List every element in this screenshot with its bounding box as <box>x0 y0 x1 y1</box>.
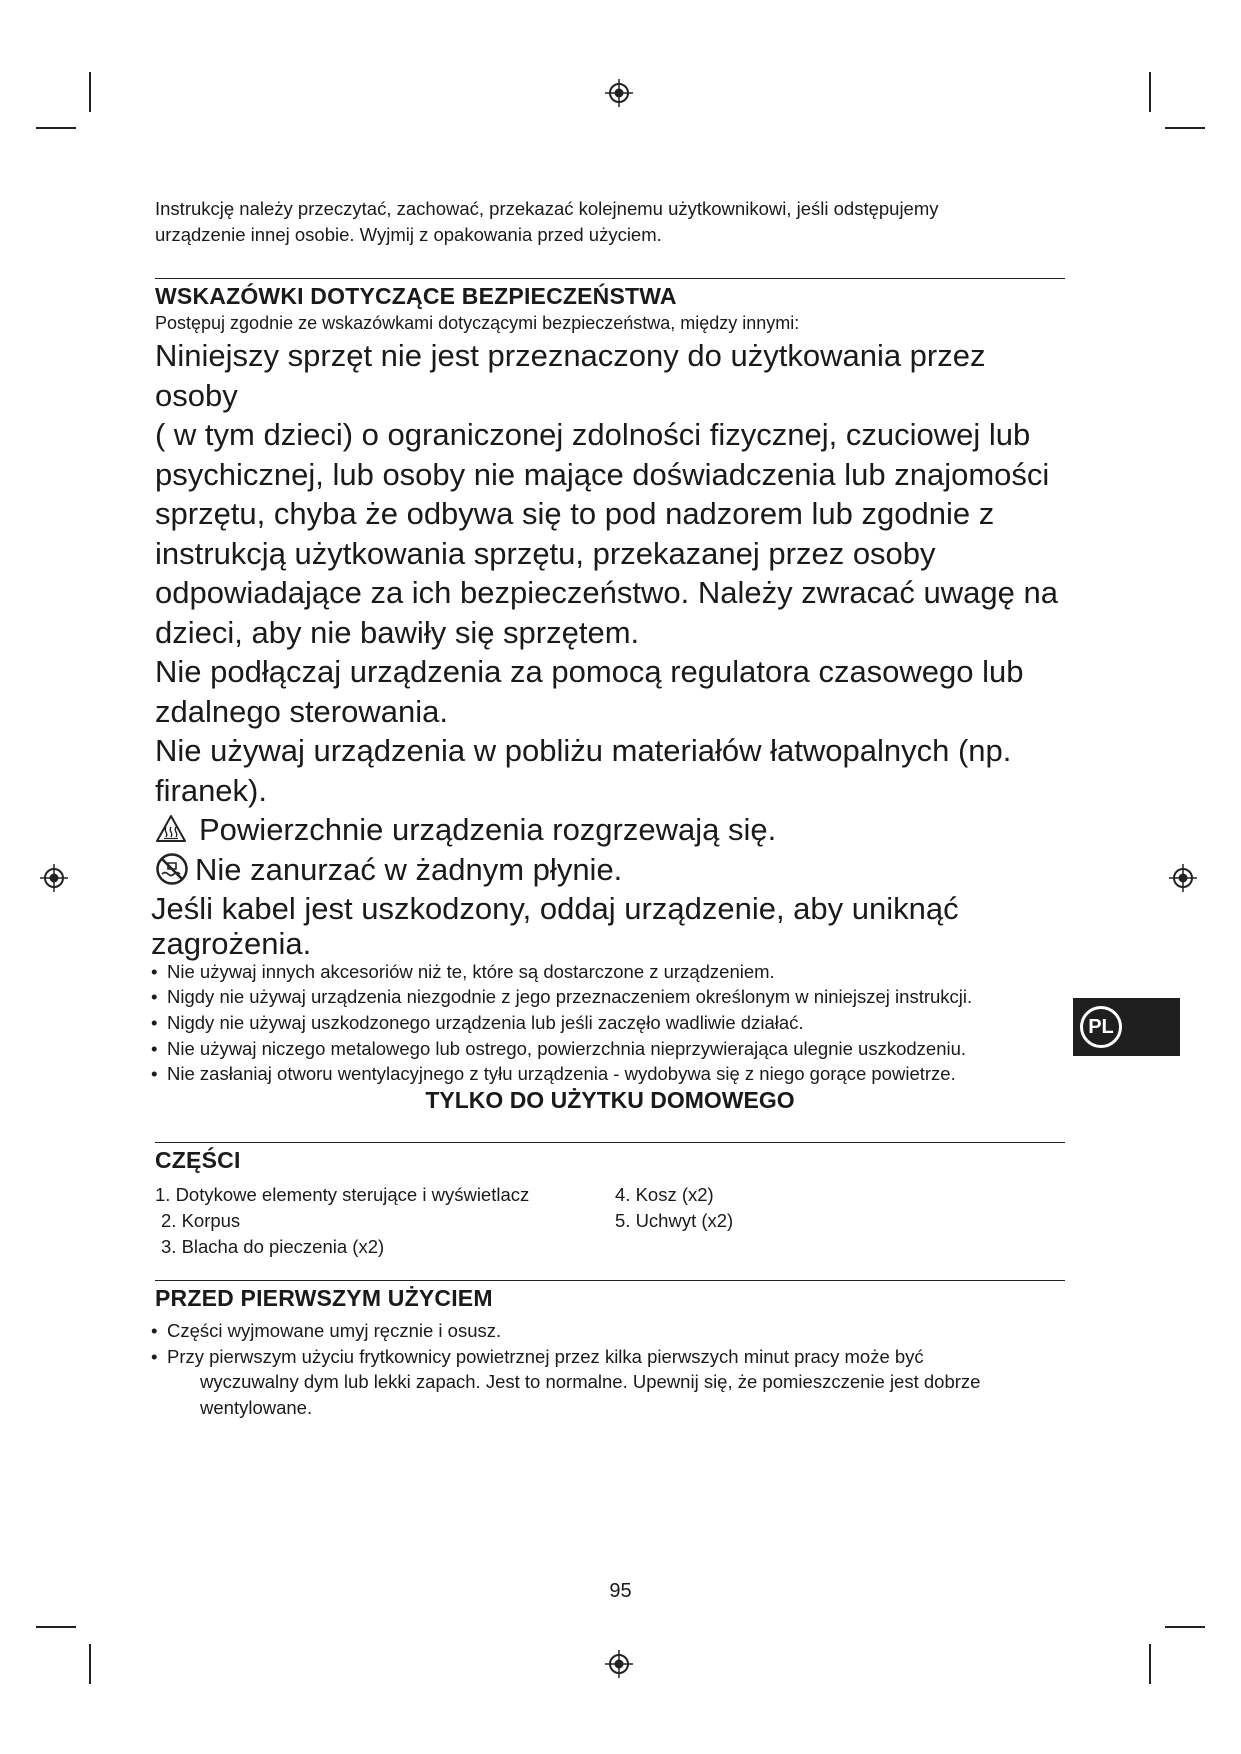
list-item: • Nie zasłaniaj otworu wentylacyjnego z tyłu urządzenia - wydobywa się z niego gorące powietrze. <box>151 1061 1065 1087</box>
crop-mark <box>89 1644 91 1684</box>
safety-line: firanek). <box>155 772 267 808</box>
list-item: • Przy pierwszym użyciu frytkownicy powietrznej przez kilka pierwszych minut pracy może być <box>151 1344 1065 1370</box>
first-use-title: PRZED PIERWSZYM UŻYCIEM <box>155 1285 493 1312</box>
safety-bullets <box>151 959 1065 1088</box>
list-item: • Nie używaj innych akcesoriów niż te, które są dostarczone z urządzeniem. <box>151 959 1065 985</box>
hot-surface-warning-icon <box>155 814 187 844</box>
parts-list <box>155 1182 1065 1260</box>
safety-line: ( w tym dzieci) o ograniczonej zdolności fizycznej, czuciowej lub <box>155 417 1031 452</box>
safety-text <box>151 336 1065 961</box>
crop-mark <box>1165 127 1205 129</box>
section-divider <box>155 1142 1065 1143</box>
first-use-continuation: wyczuwalny dym lub lekki zapach. Jest to normalne. Upewnij się, że pomieszczenie jest dobrze <box>200 1371 981 1393</box>
crop-mark <box>1165 1626 1205 1628</box>
safety-line: dzieci, aby nie bawiły się sprzętem. <box>155 614 640 650</box>
safety-line: psychicznej, lub osoby nie mające doświadczenia lub znajomości <box>155 456 1050 492</box>
list-item: 2. Korpus <box>161 1210 241 1232</box>
hot-surface-text: Powierzchnie urządzenia rozgrzewają się. <box>199 812 777 847</box>
crop-mark <box>89 72 91 112</box>
registration-mark-icon <box>1168 863 1198 893</box>
safety-line: Niniejszy sprzęt nie jest przeznaczony do użytkowania przez osoby <box>155 338 986 413</box>
cable-line: Jeśli kabel jest uszkodzony, oddaj urządzenie, aby uniknąć <box>151 891 959 926</box>
registration-mark-icon <box>39 863 69 893</box>
household-only-title: TYLKO DO UŻYTKU DOMOWEGO <box>425 1087 795 1114</box>
list-item: 3. Blacha do pieczenia (x2) <box>161 1236 385 1258</box>
language-badge-label: PL <box>1080 1006 1122 1048</box>
crop-mark <box>36 1626 76 1628</box>
no-immersion-icon <box>155 852 189 886</box>
cable-line: zagrożenia. <box>151 925 312 961</box>
safety-line: Nie używaj urządzenia w pobliżu materiałów łatwopalnych (np. <box>155 733 1012 768</box>
safety-title: WSKAZÓWKI DOTYCZĄCE BEZPIECZEŃSTWA <box>155 283 677 309</box>
first-use-bullets <box>151 1318 1065 1369</box>
registration-mark-icon <box>604 78 634 108</box>
list-item: • Nie używaj niczego metalowego lub ostrego, powierzchnia nieprzywierająca ulegnie uszkodzeniu. <box>151 1036 1065 1062</box>
intro-line: urządzenie innej osobie. Wyjmij z opakowania przed użyciem. <box>155 224 662 245</box>
language-badge <box>1073 998 1180 1056</box>
safety-subtitle: Postępuj zgodnie ze wskazówkami dotyczącymi bezpieczeństwa, między innymi: <box>155 313 800 333</box>
no-immerse-text: Nie zanurzać w żadnym płynie. <box>195 851 623 887</box>
safety-line: odpowiadające za ich bezpieczeństwo. Należy zwracać uwagę na <box>155 575 1058 610</box>
crop-mark <box>1149 72 1151 112</box>
parts-title: CZĘŚCI <box>155 1147 241 1174</box>
safety-line: zdalnego sterowania. <box>155 693 448 729</box>
crop-mark <box>1149 1644 1151 1684</box>
page-content <box>151 196 1065 1421</box>
page-number: 95 <box>609 1580 632 1602</box>
section-divider <box>155 278 1065 279</box>
safety-line: Nie podłączaj urządzenia za pomocą regulatora czasowego lub <box>155 654 1024 689</box>
crop-mark <box>36 127 76 129</box>
intro-line: Instrukcję należy przeczytać, zachować, przekazać kolejnemu użytkownikowi, jeśli odstępujemy <box>155 198 939 219</box>
safety-line: instrukcją użytkowania sprzętu, przekazanej przez osoby <box>155 535 936 571</box>
registration-mark-icon <box>604 1649 634 1679</box>
list-item: • Części wyjmowane umyj ręcznie i osusz. <box>151 1318 1065 1344</box>
list-item: • Nigdy nie używaj uszkodzonego urządzenia lub jeśli zaczęło wadliwie działać. <box>151 1010 1065 1036</box>
no-immerse-warning <box>155 850 1065 890</box>
list-item: 1. Dotykowe elementy sterujące i wyświetlacz <box>155 1184 530 1206</box>
hot-surface-warning <box>155 810 1065 850</box>
list-item: 5. Uchwyt (x2) <box>615 1210 734 1232</box>
section-divider <box>155 1280 1065 1281</box>
list-item: • Nigdy nie używaj urządzenia niezgodnie z jego przeznaczeniem określonym w niniejszej instrukcji. <box>151 984 1065 1010</box>
list-item: 4. Kosz (x2) <box>615 1184 714 1206</box>
first-use-continuation: wentylowane. <box>200 1397 313 1419</box>
safety-line: sprzętu, chyba że odbywa się to pod nadzorem lub zgodnie z <box>155 496 995 531</box>
